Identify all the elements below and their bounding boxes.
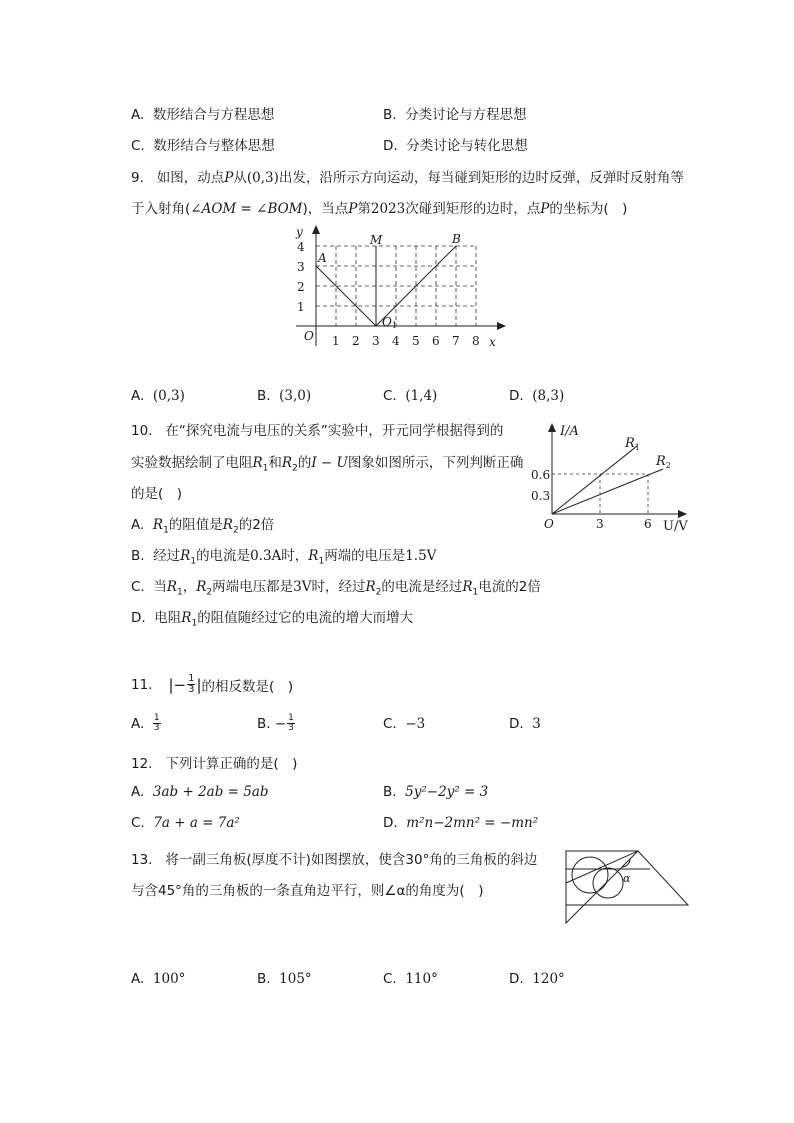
q10-option-d[interactable]: D. 电阻$R_1$的阻值随经过它的电流的增大而增大 <box>131 610 414 629</box>
q10-number: 10. <box>131 423 153 439</box>
q13-stem-line1: 13. 将一副三角板(厚度不计)如图摆放，使含30°角的三角板的斜边 <box>131 852 538 868</box>
q9-x-tick: 3 <box>372 334 380 348</box>
q9-label-a: A <box>318 251 327 265</box>
q9-label-b: B <box>452 232 461 246</box>
q9-label-m: M <box>370 233 383 247</box>
q10-stem-line1: 10. 在“探究电流与电压的关系”实验中，开元同学根据得到的 <box>131 423 504 439</box>
q9-y-tick: 4 <box>297 240 305 254</box>
q9-grid <box>316 246 476 326</box>
q13-circle-hole <box>572 857 608 893</box>
q10-figure <box>527 418 707 536</box>
q11-stem: 11. |− $\frac{1}{3}$ | 的相反数是( ) <box>131 673 294 695</box>
q10-option-a[interactable]: A. $R_1$的阻值是$R_2$的2倍 <box>131 517 275 536</box>
q9-x-ticks <box>332 334 480 348</box>
q11-option-b-fraction: $\frac{1}{3}$ <box>288 713 294 733</box>
q13-option-d[interactable]: D. 120° <box>509 971 565 987</box>
q10-stem-line3: 的是( ) <box>131 486 183 502</box>
q9-y-label: y <box>296 225 303 239</box>
q10-y-tick: 0.6 <box>531 468 551 482</box>
q10-y-tick: 0.3 <box>531 489 551 503</box>
q11-option-b[interactable]: B. − $\frac{1}{3}$ <box>257 713 294 733</box>
q13-stem-line2: 与含45°角的三角板的一条直角边平行，则∠α的角度为( ) <box>131 883 484 899</box>
q11-option-c[interactable]: C. −3 <box>383 716 426 732</box>
q9-figure <box>290 222 510 350</box>
q9-stem-line2: 于入射角(∠AOM = ∠BOM)，当点P第2023次碰到矩形的边时，点P的坐标为( ) <box>131 201 628 217</box>
q9-o1-label: O1 <box>382 315 397 330</box>
q13-option-c[interactable]: C. 110° <box>383 971 438 987</box>
q10-option-b[interactable]: B. 经过$R_1$的电流是0.3A时，$R_1$两端的电压是1.5V <box>131 548 437 567</box>
q12-option-a[interactable]: A. 3ab + 2ab = 5ab <box>131 784 269 800</box>
q9-x-tick: 7 <box>452 334 460 348</box>
q10-r2-label: $R_2$ <box>656 454 671 470</box>
q10-line-r1 <box>552 446 637 514</box>
q11-option-a-fraction: 1 3 <box>153 713 160 733</box>
q13-option-a[interactable]: A. 100° <box>131 971 186 987</box>
q10-line-r2 <box>552 469 663 514</box>
q10-option-c[interactable]: C. 当$R_1$，$R_2$两端电压都是3V时，经过$R_2$的电流是经过$R_1$电流的2倍 <box>131 579 541 598</box>
q9-stem-line1: 9. 如图，动点P从(0,3)出发，沿所示方向运动，每当碰到矩形的边时反弹，反弹时反射角等 <box>131 170 684 186</box>
q8-option-c[interactable]: C. 数形结合与整体思想 <box>131 138 275 154</box>
q8-option-b[interactable]: B. 分类讨论与方程思想 <box>383 107 527 123</box>
q11-option-a[interactable]: A. 1 3 <box>131 713 160 733</box>
q9-x-tick: 5 <box>412 334 420 348</box>
q9-option-a[interactable]: A. (0,3) <box>131 388 185 404</box>
q9-x-tick: 6 <box>432 334 440 348</box>
q9-path-ao <box>316 266 376 326</box>
q9-option-b[interactable]: B. (3,0) <box>257 388 312 404</box>
q9-x-tick: 1 <box>332 334 340 348</box>
q9-option-d[interactable]: D. (8,3) <box>509 388 565 404</box>
q8-option-a[interactable]: A. 数形结合与方程思想 <box>131 107 275 123</box>
q9-option-c[interactable]: C. (1,4) <box>383 388 438 404</box>
q9-x-arrow <box>497 322 506 330</box>
q9-y-tick: 2 <box>297 280 305 294</box>
q10-x-arrow <box>678 510 687 518</box>
q10-origin-label: O <box>544 517 554 531</box>
q13-figure <box>560 845 695 930</box>
q10-y-arrow <box>548 423 556 432</box>
q9-x-tick: 2 <box>352 334 360 348</box>
q8-option-d[interactable]: D. 分类讨论与转化思想 <box>383 138 528 154</box>
q12-stem: 12. 下列计算正确的是( ) <box>131 756 298 772</box>
q12-option-c[interactable]: C. 7a + a = 7a² <box>131 815 240 831</box>
q9-y-tick: 1 <box>297 300 305 314</box>
q10-stem-line2: 实验数据绘制了电阻$R_1$和$R_2$的I − U图象如图所示，下列判断正确 <box>131 455 524 474</box>
q9-x-tick: 8 <box>472 334 480 348</box>
q10-y-label: I/A <box>560 424 579 439</box>
q9-origin-label: O <box>304 329 314 343</box>
q12-number: 12. <box>131 756 153 772</box>
q12-option-d[interactable]: D. m²n−2mn² = −mn² <box>383 815 539 831</box>
q9-number: 9. <box>131 170 144 186</box>
q11-expression: |− $\frac{1}{3}$ | <box>168 673 202 695</box>
q9-y-ticks <box>297 240 305 314</box>
q9-y-arrow <box>312 225 320 234</box>
q9-y-tick: 3 <box>297 260 305 274</box>
q10-x-label: U/V <box>663 519 688 534</box>
q9-x-tick: 4 <box>392 334 400 348</box>
q11-fraction: $\frac{1}{3}$ <box>188 673 195 695</box>
q13-number: 13. <box>131 852 153 868</box>
q11-number: 11. <box>131 676 153 693</box>
q10-r1-label: $R_1$ <box>625 436 640 452</box>
q13-alpha-label: α <box>623 872 631 885</box>
q12-option-b[interactable]: B. 5y²−2y² = 3 <box>383 784 489 800</box>
q13-option-b[interactable]: B. 105° <box>257 971 312 987</box>
q11-option-d[interactable]: D. 3 <box>509 716 541 732</box>
q9-x-label: x <box>489 335 496 349</box>
q10-x-tick: 6 <box>644 517 652 531</box>
q10-x-tick: 3 <box>596 517 604 531</box>
